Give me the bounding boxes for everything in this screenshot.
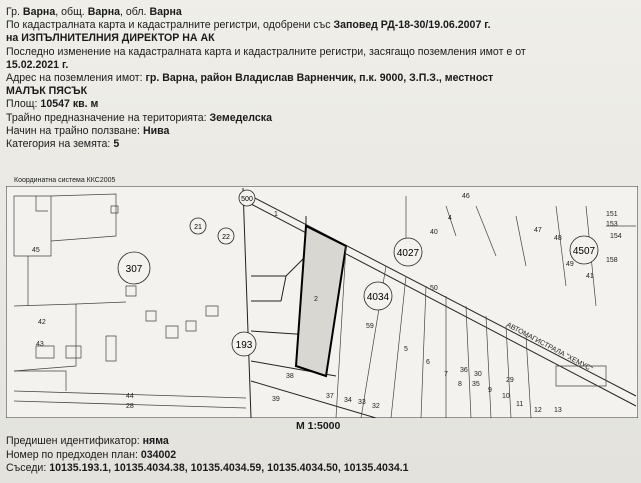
usage-line [6,125,636,138]
purpose-value: Земеделска [209,111,272,124]
coord-system-label: Координатна система ККС2005 [14,177,116,184]
address-line [6,72,636,85]
area-value: 10547 кв. м [40,98,99,111]
num-11: 11 [516,401,524,408]
num-4: 4 [448,215,452,222]
num-49: 49 [566,261,574,268]
label-307: 307 [125,264,143,275]
prev-num-line [6,449,409,463]
neighbors-value: 10135.193.1, 10135.4034.38, 10135.4034.59, 10135.4034.50, 10135.4034.1 [49,462,409,474]
num-43: 43 [36,341,44,348]
approval-line [6,19,636,32]
neighbors-line [6,462,409,476]
agency-value: на ИЗПЪЛНИТЕЛНИЯ ДИРЕКТОР НА АК [6,32,215,45]
label-4034: 4034 [366,292,390,303]
num-154: 154 [610,233,622,240]
num-30: 30 [474,371,482,378]
last-change-date: 15.02.2021 г. [6,58,69,71]
agency-line [6,32,636,45]
purpose-line [6,112,636,125]
location-line [6,6,636,19]
city-value: Варна [22,6,56,18]
num-42: 42 [38,319,46,326]
num-158: 158 [606,257,618,264]
area-label: Площ: [6,98,41,111]
prev-id-value: няма [142,435,169,447]
num-38: 38 [286,373,294,380]
label-city: Гр. [6,6,23,18]
cadastral-map [6,186,638,418]
num-35: 35 [472,381,480,388]
locality-line [6,85,636,98]
num-40: 40 [430,229,438,236]
municipality-value: Варна [87,6,120,18]
num-46: 46 [462,193,470,200]
num-151: 151 [606,211,618,218]
num-10: 10 [502,393,510,400]
num-39: 39 [272,396,280,403]
label-22: 22 [222,234,230,241]
document-header [6,6,636,151]
num-29: 29 [506,377,514,384]
purpose-label: Трайно предназначение на територията: [6,111,210,124]
address-value: гр. Варна, район Владислав Варненчик, п.к. 9000, З.П.З., местност [145,72,494,85]
num-28: 28 [126,403,134,410]
last-change-text: Последно изменение на кадастралната карта и кадастралните регистри, засягащо поземления имот е от [6,45,526,58]
label-193: 193 [235,340,253,351]
category-label: Категория на земята: [6,138,114,151]
num-7: 7 [444,371,448,378]
prev-num-label: Номер по предходен план: [6,448,141,461]
num-45: 45 [32,247,40,254]
num-1: 1 [274,211,278,218]
province-value: Варна [149,6,182,18]
label-province: , обл. [120,6,150,18]
order-value: Заповед РД-18-30/19.06.2007 г. [333,19,491,32]
num-33: 33 [358,399,366,406]
label-municipality: , общ. [55,6,88,18]
num-153: 153 [606,221,618,228]
document-footer [6,435,409,476]
num-44: 44 [126,393,134,400]
map-scale: М 1:5000 [296,420,341,432]
num-5: 5 [404,346,408,353]
num-32: 32 [372,403,380,410]
label-21: 21 [194,224,202,231]
num-59: 59 [366,323,374,330]
prev-id-line [6,435,409,449]
approval-text: По кадастралната карта и кадастралните регистри, одобрени със [6,19,334,32]
last-change-line [6,46,636,59]
num-9: 9 [488,387,492,394]
usage-label: Начин на трайно ползване: [6,124,143,137]
category-value: 5 [113,138,120,151]
num-47: 47 [534,227,542,234]
num-13: 13 [554,407,562,414]
num-34: 34 [344,397,352,404]
label-4027: 4027 [396,248,420,259]
neighbors-label: Съседи: [6,462,50,474]
label-4507: 4507 [572,246,596,257]
last-change-date-line [6,59,636,72]
category-line [6,138,636,151]
usage-value: Нива [142,124,170,137]
num-50: 50 [430,285,438,292]
num-37: 37 [326,393,334,400]
address-label: Адрес на поземления имот: [6,72,146,85]
map-svg [6,186,638,418]
num-48: 48 [554,235,562,242]
label-500: 500 [241,196,253,203]
num-8: 8 [458,381,462,388]
prev-id-label: Предишен идентификатор: [6,435,143,447]
highway-label: АВТОМАГИСТРАЛА "ХЕМУС" [505,321,594,374]
num-2: 2 [314,296,318,303]
prev-num-value: 034002 [140,448,177,461]
num-6: 6 [426,359,430,366]
num-41: 41 [586,273,594,280]
num-36: 36 [460,367,468,374]
locality-value: МАЛЪК ПЯСЪК [6,85,88,98]
num-12: 12 [534,407,542,414]
area-line [6,98,636,111]
